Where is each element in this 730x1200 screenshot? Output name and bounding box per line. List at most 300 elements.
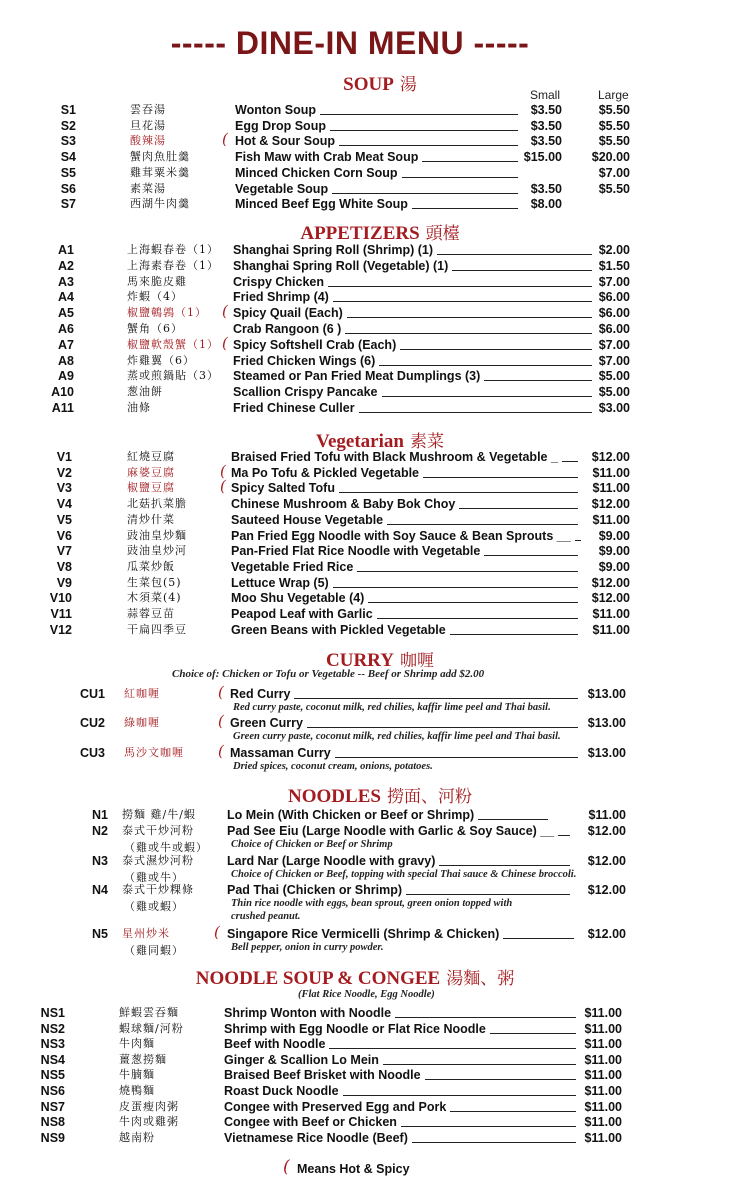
item-name-label: Pad Thai (Chicken or Shrimp) <box>227 883 403 897</box>
item-name <box>231 622 582 638</box>
item-price: $12.00 <box>591 575 630 590</box>
item-name-label: Beef with Noodle <box>224 1037 326 1052</box>
leader-line <box>329 1048 576 1049</box>
price-large: $5.50 <box>598 118 630 133</box>
item-code: NS5 <box>40 1068 65 1083</box>
chili-pepper-icon: ( <box>222 130 228 149</box>
item-code: A6 <box>58 322 74 336</box>
item-chinese-name: 椒鹽軟殼蟹（1） <box>127 337 219 351</box>
item-code: N1 <box>92 808 108 822</box>
item-chinese-name: 泰式干炒粿條 <box>122 883 194 896</box>
item-name <box>231 480 582 496</box>
item-chinese-name: 木須菜(4) <box>127 591 182 605</box>
menu-row <box>0 1052 730 1068</box>
leader-line <box>368 602 578 603</box>
item-price: $9.00 <box>598 559 630 574</box>
menu-row <box>0 575 730 591</box>
item-code: S6 <box>60 181 76 196</box>
price-small: $15.00 <box>523 150 562 165</box>
item-price: $13.00 <box>587 716 626 730</box>
item-code: A9 <box>58 369 74 384</box>
item-chinese-name: 素菜湯 <box>130 181 166 195</box>
item-code: CU2 <box>79 716 105 730</box>
price-large: $7.00 <box>598 165 630 180</box>
item-name-label: Congee with Preserved Egg and Pork <box>224 1099 447 1114</box>
item-price: $11.00 <box>592 465 630 480</box>
menu-row <box>0 302 730 321</box>
item-price: $12.00 <box>591 591 630 606</box>
item-name <box>233 274 596 290</box>
chili-pepper-icon: ( <box>222 333 228 352</box>
item-code: NS9 <box>40 1130 65 1145</box>
item-description: Green curry paste, coconut milk, red chilies, kaffir lime peel and Thai basil. <box>233 731 561 742</box>
item-name <box>233 337 596 353</box>
item-chinese-name: 越南粉 <box>119 1130 155 1144</box>
item-code: A4 <box>58 290 74 305</box>
price-small: $3.50 <box>530 134 562 149</box>
leader-line <box>347 317 592 318</box>
item-name-label: Vietnamese Rice Noodle (Beef) <box>224 1130 408 1145</box>
item-chinese-name: 馬來脆皮雞 <box>127 274 187 288</box>
item-code: N2 <box>92 824 108 838</box>
item-chinese-name: 北菇扒菜膽 <box>127 497 187 511</box>
menu-row <box>0 274 730 290</box>
item-chinese-name: 撈麵 雞/牛/蝦 <box>122 808 196 821</box>
price-small: $3.50 <box>530 118 562 133</box>
item-chinese-name: 蟹肉魚肚羹 <box>130 150 190 164</box>
item-code: S4 <box>60 150 76 165</box>
leader-line <box>382 396 592 397</box>
leader-line <box>450 1111 576 1112</box>
item-name-label: Shanghai Spring Roll (Vegetable) (1) <box>233 258 449 273</box>
menu-row <box>0 289 730 305</box>
price-large: $5.50 <box>598 103 630 117</box>
item-chinese-name: 牛肉麵 <box>119 1037 155 1051</box>
item-code: NS6 <box>40 1084 65 1098</box>
menu-row <box>0 606 730 622</box>
leader-line <box>484 555 578 556</box>
menu-row <box>0 882 730 898</box>
menu-row <box>0 1021 730 1037</box>
price-small: $3.50 <box>530 103 562 117</box>
menu-row <box>0 559 730 575</box>
item-chinese-subname: （雞同蝦） <box>124 944 184 957</box>
item-code: V7 <box>56 544 72 559</box>
chili-pepper-icon: ( <box>222 302 228 321</box>
item-name <box>235 165 522 181</box>
item-price: $12.00 <box>587 854 626 868</box>
menu-row <box>0 321 730 337</box>
item-name <box>231 606 582 622</box>
item-code: A5 <box>58 306 74 321</box>
item-code: NS8 <box>40 1115 65 1130</box>
menu-row <box>0 742 730 761</box>
item-price: $7.00 <box>598 274 630 289</box>
menu-row <box>0 543 730 559</box>
item-name <box>224 1067 580 1083</box>
leader-line <box>333 587 578 588</box>
item-price: $5.00 <box>598 369 630 384</box>
leader-line <box>343 1095 576 1096</box>
leader-line <box>490 1033 576 1034</box>
menu-row <box>0 165 730 181</box>
item-name <box>224 1099 580 1115</box>
item-description: Choice of Chicken or Beef, topping with special Thai sauce & Chinese broccoli. <box>231 869 577 880</box>
item-chinese-name: 麻婆豆腐 <box>127 465 175 479</box>
item-name-label: Crab Rangoon (6 ) <box>233 322 342 336</box>
leader-line <box>335 757 578 758</box>
item-code: S2 <box>60 118 76 133</box>
item-chinese-name: 蒜蓉豆苗 <box>127 607 175 620</box>
item-price: $11.00 <box>592 512 630 527</box>
item-name-label: Fried Chicken Wings (6) <box>233 353 376 368</box>
item-name <box>233 258 596 274</box>
menu-row <box>0 258 730 274</box>
item-price: $9.00 <box>598 528 630 543</box>
item-chinese-name: 鮮蝦雲吞麵 <box>119 1006 179 1019</box>
item-name-label: Shrimp Wonton with Noodle <box>224 1006 392 1020</box>
item-name <box>233 353 596 369</box>
item-price: $11.00 <box>584 1052 622 1067</box>
menu-row <box>0 512 730 528</box>
item-name-label: Egg Drop Soup <box>235 118 326 133</box>
item-description-cont: crushed peanut. <box>231 911 301 922</box>
item-name-label: Braised Beef Brisket with Noodle <box>224 1068 421 1083</box>
item-code: V5 <box>56 512 72 527</box>
item-chinese-name: 椒鹽鵪鶉（1） <box>127 306 207 320</box>
leader-line <box>558 835 570 836</box>
item-name <box>224 1005 580 1021</box>
leader-line <box>406 894 570 895</box>
item-chinese-name: 牛腩麵 <box>119 1068 155 1082</box>
item-price: $12.00 <box>591 497 630 512</box>
item-price: $11.00 <box>584 1115 622 1130</box>
menu-row <box>0 181 730 197</box>
item-chinese-name: 牛肉或雞粥 <box>119 1115 179 1129</box>
item-name <box>227 807 552 823</box>
item-chinese-name: 雲吞湯 <box>130 103 166 116</box>
menu-row <box>0 400 730 416</box>
item-chinese-name: 薑葱撈麵 <box>119 1052 167 1066</box>
section-vegetarian-title: Vegetarian 素菜 <box>316 431 444 452</box>
item-name <box>224 1130 580 1146</box>
item-chinese-subname: （雞或牛或蝦） <box>124 841 208 854</box>
item-name-label: Shrimp with Egg Noodle or Flat Rice Noodle <box>224 1021 486 1036</box>
item-chinese-name: 西湖牛肉羹 <box>130 197 190 211</box>
item-name-label: Ginger & Scallion Lo Mein <box>224 1052 379 1067</box>
chili-pepper-icon: ( <box>220 477 226 496</box>
item-code: A2 <box>58 258 74 273</box>
menu-row <box>0 1036 730 1052</box>
item-price: $13.00 <box>587 687 626 701</box>
item-name-label: Singapore Rice Vermicelli (Shrimp & Chicken) <box>227 927 500 941</box>
section-appetizers-title: APPETIZERS 頭檯 <box>300 223 460 244</box>
footer-legend: Means Hot & Spicy <box>297 1162 410 1176</box>
item-chinese-name: 蝦球麵/河粉 <box>119 1021 184 1035</box>
item-price: $11.00 <box>584 1099 622 1114</box>
menu-row <box>0 1083 730 1099</box>
column-large-label: Large <box>598 88 629 102</box>
item-price: $11.00 <box>584 1037 622 1052</box>
item-chinese-name: 葱油餅 <box>127 385 163 399</box>
item-name <box>233 368 596 384</box>
leader-line <box>383 1064 576 1065</box>
item-description: Bell pepper, onion in curry powder. <box>231 942 384 953</box>
item-name <box>233 242 596 258</box>
item-code: NS3 <box>40 1037 65 1052</box>
item-price: $12.00 <box>587 883 626 897</box>
item-description: Red curry paste, coconut milk, red chilies, kaffir lime peel and Thai basil. <box>233 702 551 713</box>
item-price: $11.00 <box>592 622 630 637</box>
item-name-label: Lettuce Wrap (5) <box>231 575 329 590</box>
item-name <box>231 496 582 512</box>
price-large: $5.50 <box>598 134 630 149</box>
item-name-label: Minced Beef Egg White Soup <box>235 197 408 212</box>
menu-row <box>0 449 730 465</box>
item-name <box>235 196 522 212</box>
chili-pepper-icon: ( <box>220 461 226 480</box>
leader-line <box>478 819 548 820</box>
item-chinese-name: 炸雞翼（6） <box>127 353 195 367</box>
item-name <box>231 528 582 544</box>
item-price: $11.00 <box>592 481 630 496</box>
item-name <box>227 853 574 869</box>
item-name <box>231 449 582 465</box>
item-name-label: Wonton Soup <box>235 103 316 117</box>
item-code: S1 <box>60 103 76 117</box>
item-name-label: Pan Fried Egg Noodle with Soy Sauce & Bean Sprouts __ <box>231 528 571 543</box>
leader-line <box>452 270 592 271</box>
leader-line <box>412 1142 576 1143</box>
item-code: NS7 <box>40 1099 65 1114</box>
item-price: $12.00 <box>587 927 626 941</box>
item-name <box>231 559 582 575</box>
item-name <box>233 400 596 416</box>
leader-line <box>425 1079 576 1080</box>
item-name-label: Massaman Curry <box>230 746 331 760</box>
section-curry-title: CURRY 咖喱 <box>326 650 434 671</box>
item-code: A1 <box>58 243 74 257</box>
item-name-label: Crispy Chicken <box>233 274 325 289</box>
menu-row <box>0 1130 730 1146</box>
item-name-label: Red Curry <box>230 687 291 701</box>
item-price: $6.00 <box>598 290 630 305</box>
item-name-label: Fried Chinese Culler <box>233 401 355 415</box>
item-name <box>233 289 596 305</box>
item-name-label: Green Beans with Pickled Vegetable <box>231 622 446 637</box>
page-title: ----- DINE-IN MENU ----- <box>170 25 530 61</box>
item-code: V11 <box>50 607 72 621</box>
leader-line <box>401 1126 576 1127</box>
item-code: A7 <box>58 337 74 352</box>
item-name <box>233 321 596 337</box>
item-code: S5 <box>60 165 76 180</box>
item-code: V4 <box>56 497 72 512</box>
leader-line <box>439 865 570 866</box>
item-price: $1.50 <box>598 258 630 273</box>
item-chinese-name: 椒鹽豆腐 <box>127 481 175 495</box>
item-chinese-subname: （雞或蝦） <box>124 900 184 913</box>
item-chinese-name: 上海蝦春卷（1） <box>127 243 219 256</box>
item-code: V6 <box>56 528 72 543</box>
item-name-label: Minced Chicken Corn Soup <box>235 165 398 180</box>
item-chinese-name: 瓜菜炒飯 <box>127 559 175 573</box>
leader-line <box>437 254 592 255</box>
item-code: CU1 <box>79 687 105 701</box>
item-code: S7 <box>60 197 76 212</box>
menu-row <box>0 118 730 134</box>
item-name <box>235 102 522 118</box>
item-description: Choice of Chicken or Beef or Shrimp <box>231 839 393 850</box>
leader-line <box>333 301 592 302</box>
item-name <box>224 1052 580 1068</box>
menu-row <box>0 242 730 258</box>
leader-line <box>503 938 574 939</box>
leader-line <box>332 193 518 194</box>
chili-pepper-icon: ( <box>218 683 224 701</box>
item-code: A8 <box>58 353 74 368</box>
item-name-label: Chinese Mushroom & Baby Bok Choy <box>231 497 456 512</box>
item-chinese-name: 油條 <box>127 401 151 414</box>
leader-line <box>345 333 592 334</box>
item-code: V1 <box>56 450 72 464</box>
item-name <box>227 882 574 898</box>
price-large: $5.50 <box>598 181 630 196</box>
item-name-label: Roast Duck Noodle <box>224 1084 339 1098</box>
price-large: $20.00 <box>591 150 630 165</box>
menu-row <box>0 353 730 369</box>
item-name-label: Peapod Leaf with Garlic <box>231 607 373 621</box>
leader-line <box>377 618 578 619</box>
item-code: V10 <box>49 591 72 606</box>
item-name <box>227 926 578 942</box>
menu-row <box>0 196 730 212</box>
menu-row <box>0 1067 730 1083</box>
item-code: NS4 <box>40 1052 65 1067</box>
item-name <box>231 465 582 481</box>
item-name <box>235 118 522 134</box>
chili-pepper-icon: ( <box>218 712 224 730</box>
menu-row <box>0 496 730 512</box>
item-name-label: Spicy Quail (Each) <box>233 306 343 321</box>
item-name <box>224 1021 580 1037</box>
leader-line <box>339 145 518 146</box>
menu-row <box>0 368 730 384</box>
item-chinese-name: 蟹角（6） <box>127 322 183 335</box>
item-price: $12.00 <box>587 824 626 838</box>
item-name-label: Lo Mein (With Chicken or Beef or Shrimp) <box>227 808 475 822</box>
item-price: $11.00 <box>584 1084 622 1098</box>
item-chinese-name: 豉油皇炒麵 <box>127 528 187 542</box>
item-name-label: Fried Shrimp (4) <box>233 290 329 305</box>
item-code: N4 <box>92 883 108 897</box>
item-name <box>224 1036 580 1052</box>
item-name-label: Spicy Salted Tofu <box>231 481 335 496</box>
item-name-label: Fish Maw with Crab Meat Soup <box>235 150 419 165</box>
item-price: $9.00 <box>598 544 630 559</box>
item-code: V2 <box>56 465 72 480</box>
section-noodle-soup-title: NOODLE SOUP & CONGEE 湯麵、粥 <box>195 968 515 989</box>
item-name-label: Lard Nar (Large Noodle with gravy) <box>227 854 436 868</box>
item-name-label: Vegetable Fried Rice <box>231 559 354 574</box>
menu-row <box>0 923 730 942</box>
chili-pepper-icon: ( <box>214 923 220 941</box>
menu-row <box>0 528 730 544</box>
leader-line <box>328 286 592 287</box>
menu-row <box>0 853 730 869</box>
menu-row <box>0 1099 730 1115</box>
item-name <box>233 384 596 400</box>
item-chinese-name: 雞茸粟米羹 <box>130 165 190 179</box>
menu-row <box>0 807 730 823</box>
menu-row <box>0 1114 730 1130</box>
item-name <box>235 181 522 197</box>
item-code: A3 <box>58 274 74 289</box>
item-name <box>224 1083 580 1099</box>
item-name <box>235 133 522 149</box>
item-chinese-name: 酸辣湯 <box>130 134 166 148</box>
leader-line <box>423 477 578 478</box>
menu-row <box>0 683 730 702</box>
section-soup-title: SOUP 湯 <box>343 74 417 95</box>
item-code: NS1 <box>40 1006 65 1020</box>
item-code: V8 <box>56 559 72 574</box>
item-price: $3.00 <box>598 401 630 415</box>
item-code: S3 <box>60 134 76 149</box>
item-chinese-name: 泰式濕炒河粉 <box>122 854 194 867</box>
item-name-label: Green Curry <box>230 716 303 730</box>
item-price: $11.00 <box>584 1130 622 1145</box>
menu-row <box>0 149 730 165</box>
item-chinese-name: 旦花湯 <box>130 118 166 132</box>
item-chinese-name: 馬沙文咖喱 <box>124 746 184 759</box>
item-name-label: Scallion Crispy Pancake <box>233 385 378 400</box>
item-code: NS2 <box>40 1021 65 1036</box>
item-name <box>224 1114 580 1130</box>
item-name-label: Congee with Beef or Chicken <box>224 1115 397 1130</box>
leader-line <box>359 412 592 413</box>
item-name-label: Moo Shu Vegetable (4) <box>231 591 365 606</box>
item-name-label: Ma Po Tofu & Pickled Vegetable <box>231 465 420 480</box>
menu-row <box>0 130 730 149</box>
chili-pepper-icon: ( <box>218 742 224 760</box>
item-price: $11.00 <box>592 607 630 621</box>
item-chinese-name: 燒鴨麵 <box>119 1084 155 1097</box>
item-price: $11.00 <box>584 1006 622 1020</box>
item-name-label: Hot & Sour Soup <box>235 134 335 149</box>
item-chinese-name: 清炒什菜 <box>127 512 175 526</box>
item-chinese-name: 星州炒米 <box>122 927 170 940</box>
item-chinese-name: 蒸或煎鍋貼（3） <box>127 369 219 383</box>
column-small-label: Small <box>530 88 561 102</box>
price-small: $8.00 <box>530 197 562 212</box>
leader-line <box>330 130 518 131</box>
leader-line <box>422 161 518 162</box>
item-name <box>235 149 522 165</box>
item-chinese-name: 紅燒豆腐 <box>127 450 175 463</box>
item-name-label: Steamed or Pan Fried Meat Dumplings (3) <box>233 369 481 384</box>
curry-choice-note: Choice of: Chicken or Tofu or Vegetable -- Beef or Shrimp add $2.00 <box>172 668 485 680</box>
item-chinese-name: 紅咖喱 <box>124 687 160 700</box>
item-chinese-name: 生菜包(5) <box>127 575 182 589</box>
item-price: $6.00 <box>598 322 630 336</box>
leader-line <box>320 114 518 115</box>
leader-line <box>459 508 578 509</box>
leader-line <box>357 571 578 572</box>
menu-row <box>0 102 730 118</box>
item-chinese-name: 炸蝦（4） <box>127 290 183 304</box>
item-chinese-name: 皮蛋瘦肉粥 <box>119 1099 179 1113</box>
